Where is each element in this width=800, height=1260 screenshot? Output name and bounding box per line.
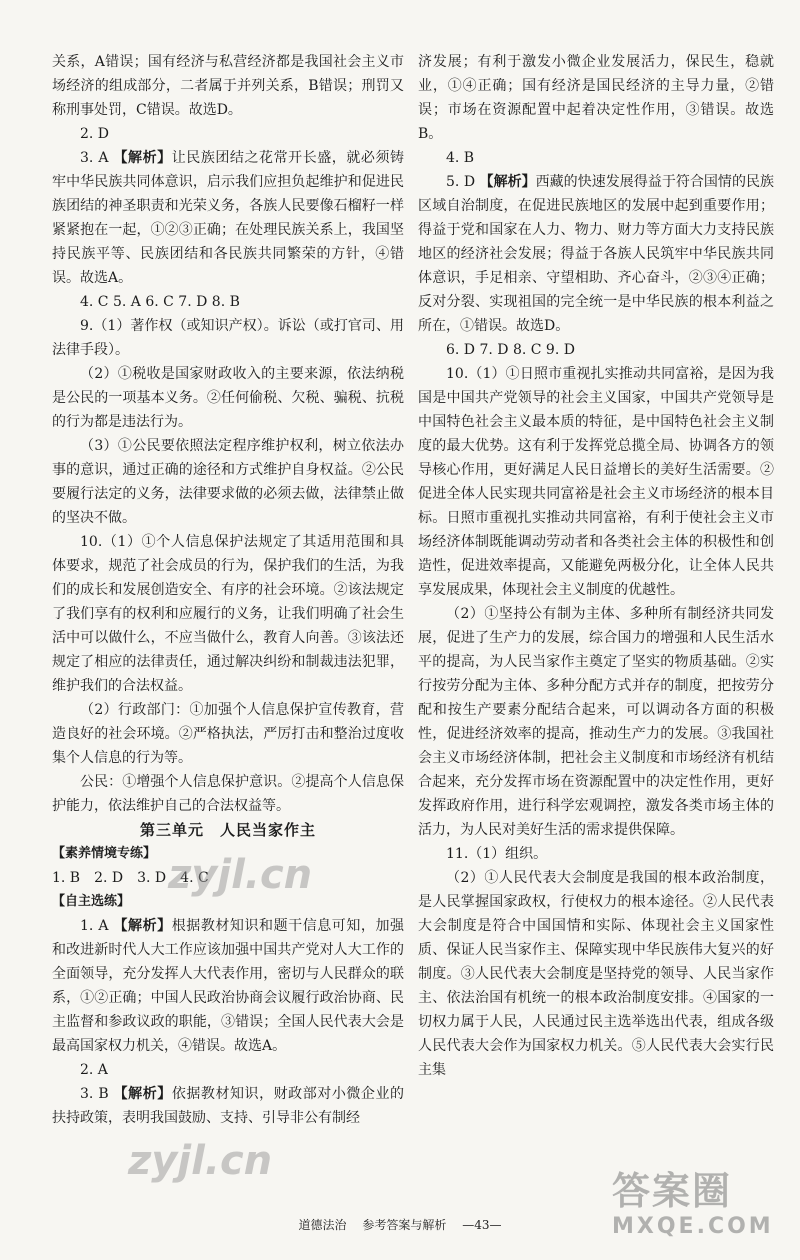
analysis-text: 依据教材知识，财政部对小微企业的扶持政策，表明我国鼓励、支持、引导非公有制经 xyxy=(52,1086,404,1126)
paragraph: （2）行政部门：①加强个人信息保护宣传教育，营造良好的社会环境。②严格执法，严厉打击和整治过度收集个人信息的行为等。 xyxy=(52,702,404,766)
analysis-tag: 【解析】 xyxy=(113,918,172,934)
footer-section: 参考答案与解析 xyxy=(362,1218,447,1232)
paragraph xyxy=(418,170,774,338)
paragraph: 关系，A错误；国有经济与私营经济都是我国社会主义市场经济的组成部分，二者属于并列关系，B错误；刑罚又称刑事处罚，C错误。故选D。 xyxy=(52,54,404,118)
analysis-tag: 【解析】 xyxy=(113,150,172,166)
paragraph xyxy=(52,1082,404,1130)
analysis-text: 根据教材知识和题干信息可知，加强和改进新时代人大工作应该加强中国共产党对人大工作的全面领导，充分发挥人大代表作用，密切与人民群众的联系，①②正确；中国人民政治协商会议履行政治协商、民主监督和参政议政的职能，③错误；全国人民代表大会是最高国家权力机关，④错误。故选A。 xyxy=(52,918,405,1054)
paragraph: 公民：①增强个人信息保护意识。②提高个人信息保护能力，依法维护自己的合法权益等。 xyxy=(52,774,404,814)
right-column xyxy=(418,50,774,1082)
answer-line: 4. B xyxy=(446,150,475,166)
footer-subject: 道德法治 xyxy=(298,1218,347,1232)
paragraph: 10.（1）①个人信息保护法规定了其适用范围和具体要求，规范了社会成员的行为，保护我们的生活，为我们的成长和发展创造安全、有序的社会环境。②该法规定了我们享有的权利和应履行的义务，让我们明确了社会生活中可以做什么，不应当做什么，教育人向善。③该法还规定了相应的法律责任，通过解决纠纷和制裁违法犯罪，维护我们的合法权益。 xyxy=(52,534,404,694)
analysis-text: 让民族团结之花常开长盛，就必须铸牢中华民族共同体意识，启示我们应担负起维护和促进民族团结的神圣职责和光荣义务，各族人民要像石榴籽一样紧紧抱在一起，①②③正确；在处理民族关系上，我国坚持民族平等、民族团结和各民族共同繁荣的方针，④错误。故选A。 xyxy=(52,150,405,286)
answer-line: 6. D 7. D 8. C 9. D xyxy=(446,342,575,358)
paragraph: （3）①公民要依照法定程序维护权利，树立依法办事的意识，通过正确的途径和方式维护自身权益。②公民要履行法定的义务，法律要求做的必须去做，法律禁止做的坚决不做。 xyxy=(52,438,404,526)
paragraph: （2）①税收是国家财政收入的主要来源，依法纳税是公民的一项基本义务。②任何偷税、欠税、骗税、抗税的行为都是违法行为。 xyxy=(52,366,404,430)
answer-line: 11.（1）组织。 xyxy=(446,846,548,862)
question-number: 3. A xyxy=(80,150,109,166)
analysis-tag: 【解析】 xyxy=(479,174,536,190)
watermark-text: zyjl.cn xyxy=(168,852,313,898)
unit-title: 第三单元 人民当家作主 xyxy=(139,821,316,839)
logo-sub-text: MXQE.COM xyxy=(612,1214,774,1239)
paragraph xyxy=(52,146,404,290)
paragraph xyxy=(52,914,404,1058)
answer-line: 2. A xyxy=(80,1062,108,1078)
watermark-logo xyxy=(612,1168,782,1250)
analysis-tag: 【解析】 xyxy=(113,1086,172,1102)
paragraph: 10.（1）①日照市重视扎实推动共同富裕，是因为我国是中国共产党领导的社会主义国家，中国共产党领导是中国特色社会主义最本质的特征，是中国特色社会主义制度的最大优势。这有利于发挥党总揽全局、协调各方的领导核心作用，更好满足人民日益增长的美好生活需要。②促进全体人民实现共同富裕是社会主义市场经济的根本目标。日照市重视扎实推动共同富裕，有利于使社会主义市场经济体制既能调动劳动者和各类社会主体的积极性和创造性，促进效率提高，又能避免两极分化，让全体人民共享发展成果，体现社会主义制度的优越性。 xyxy=(418,366,774,598)
section-heading: 【素养情境专练】 xyxy=(52,846,157,861)
paragraph: 9.（1）著作权（或知识产权）。诉讼（或打官司、用法律手段）。 xyxy=(52,318,404,358)
left-column xyxy=(52,50,404,1130)
paragraph: （2）①人民代表大会制度是我国的根本政治制度，是人民掌握国家政权，行使权力的根本途径。②人民代表大会制度是符合中国国情和实际、体现社会主义国家性质、保证人民当家作主、保障实现中华民族伟大复兴的好制度。③人民代表大会制度是坚持党的领导、人民当家作主、依法治国有机统一的根本政治制度安排。④国家的一切权力属于人民，人民通过民主选举选出代表，组成各级人民代表大会作为国家权力机关。⑤人民代表大会实行民主集 xyxy=(418,870,774,1078)
question-number: 1. A xyxy=(80,918,109,934)
question-number: 3. B xyxy=(80,1086,109,1102)
answer-line: 4. C 5. A 6. C 7. D 8. B xyxy=(80,294,240,310)
logo-main-text: 答案圈 xyxy=(612,1169,733,1213)
paragraph: 济发展；有利于激发小微企业发展活力，保民生，稳就业，①④正确；国有经济是国民经济的主导力量，②错误；市场在资源配置中起着决定性作用，③错误。故选B。 xyxy=(418,54,774,142)
page-number: —43— xyxy=(462,1218,502,1232)
paragraph: （2）①坚持公有制为主体、多种所有制经济共同发展，促进了生产力的发展，综合国力的增强和人民生活水平的提高，为人民当家作主奠定了坚实的物质基础。②实行按劳分配为主体、多种分配方式并存的制度，把按劳分配和按生产要素分配结合起来，可以调动各方面的积极性，促进经济效率的提高，推动生产力的发展。③我国社会主义市场经济体制，把社会主义制度和市场经济有机结合起来，充分发挥市场在资源配置中的决定性作用，更好发挥政府作用，进行科学宏观调控，激发各类市场主体的活力，为人民对美好生活的需求提供保障。 xyxy=(418,606,774,838)
analysis-text: 西藏的快速发展得益于符合国情的民族区域自治制度，在促进民族地区的发展中起到重要作用；得益于党和国家在人力、物力、财力等方面大力支持民族地区的经济社会发展；得益于各族人民筑牢中华民族共同体意识，手足相亲、守望相助、齐心奋斗，②③④正确；反对分裂、实现祖国的完全统一是中华民族的根本利益之所在，①错误。故选D。 xyxy=(418,174,775,334)
section-heading: 【自主选练】 xyxy=(52,894,131,909)
answer-line: 2. D xyxy=(80,126,110,142)
question-number: 5. D xyxy=(446,174,476,190)
answer-line: 1. B 2. D 3. D 4. C xyxy=(52,870,209,886)
watermark-text: zyjl.cn xyxy=(128,1138,273,1184)
